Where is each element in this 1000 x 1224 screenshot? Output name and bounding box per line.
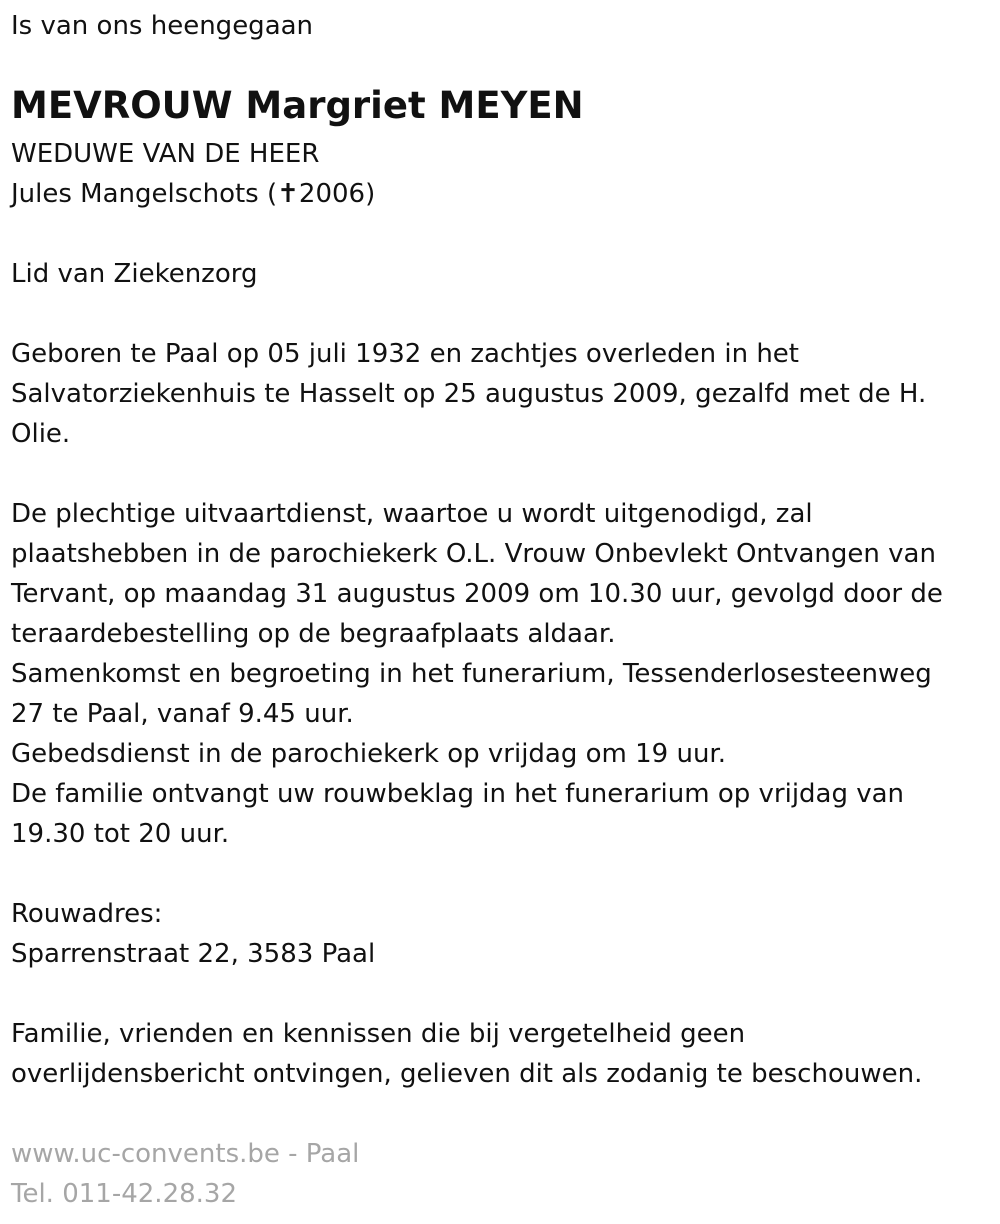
paragraph-line: Geboren te Paal op 05 juli 1932 en zachtjes overleden in het: [11, 339, 799, 369]
footer-website: www.uc-convents.be - Paal: [11, 1139, 360, 1169]
spouse-line: Jules Mangelschots (✝2006): [11, 179, 376, 209]
membership-block: [11, 254, 257, 294]
address-value: Sparrenstraat 22, 3583 Paal: [11, 939, 376, 969]
paragraph-line: Familie, vrienden en kennissen die bij vergetelheid geen: [11, 1019, 746, 1049]
widow-block: [11, 134, 375, 214]
membership-text: Lid van Ziekenzorg: [11, 259, 258, 289]
footer-block: [11, 1134, 359, 1214]
paragraph-line: Salvatorziekenhuis te Hasselt op 25 augustus 2009, gezalfd met de H.: [11, 379, 927, 409]
paragraph-line: 19.30 tot 20 uur.: [11, 819, 230, 849]
birth-death-block: [11, 334, 926, 454]
address-label: Rouwadres:: [11, 899, 163, 929]
paragraph-line: Olie.: [11, 419, 71, 449]
paragraph-line: De plechtige uitvaartdienst, waartoe u wordt uitgenodigd, zal: [11, 499, 813, 529]
paragraph-line: teraardebestelling op de begraafplaats aldaar.: [11, 619, 616, 649]
paragraph-line: 27 te Paal, vanaf 9.45 uur.: [11, 699, 354, 729]
paragraph-line: plaatshebben in de parochiekerk O.L. Vrouw Onbevlekt Ontvangen van: [11, 539, 936, 569]
paragraph-line: overlijdensbericht ontvingen, gelieven dit als zodanig te beschouwen.: [11, 1059, 923, 1089]
notice-block: [11, 1014, 922, 1094]
paragraph-line: Gebedsdienst in de parochiekerk op vrijdag om 19 uur.: [11, 739, 726, 769]
widow-line: WEDUWE VAN DE HEER: [11, 139, 320, 169]
intro-text: Is van ons heengegaan: [11, 11, 314, 41]
paragraph-line: Tervant, op maandag 31 augustus 2009 om 10.30 uur, gevolgd door de: [11, 579, 943, 609]
address-block: [11, 894, 375, 974]
paragraph-line: De familie ontvangt uw rouwbeklag in het funerarium op vrijdag van: [11, 779, 905, 809]
ceremony-block: [11, 494, 943, 854]
footer-phone: Tel. 011-42.28.32: [11, 1179, 238, 1209]
paragraph-line: Samenkomst en begroeting in het funerarium, Tessenderlosesteenweg: [11, 659, 932, 689]
deceased-name: MEVROUW Margriet MEYEN: [11, 84, 584, 127]
